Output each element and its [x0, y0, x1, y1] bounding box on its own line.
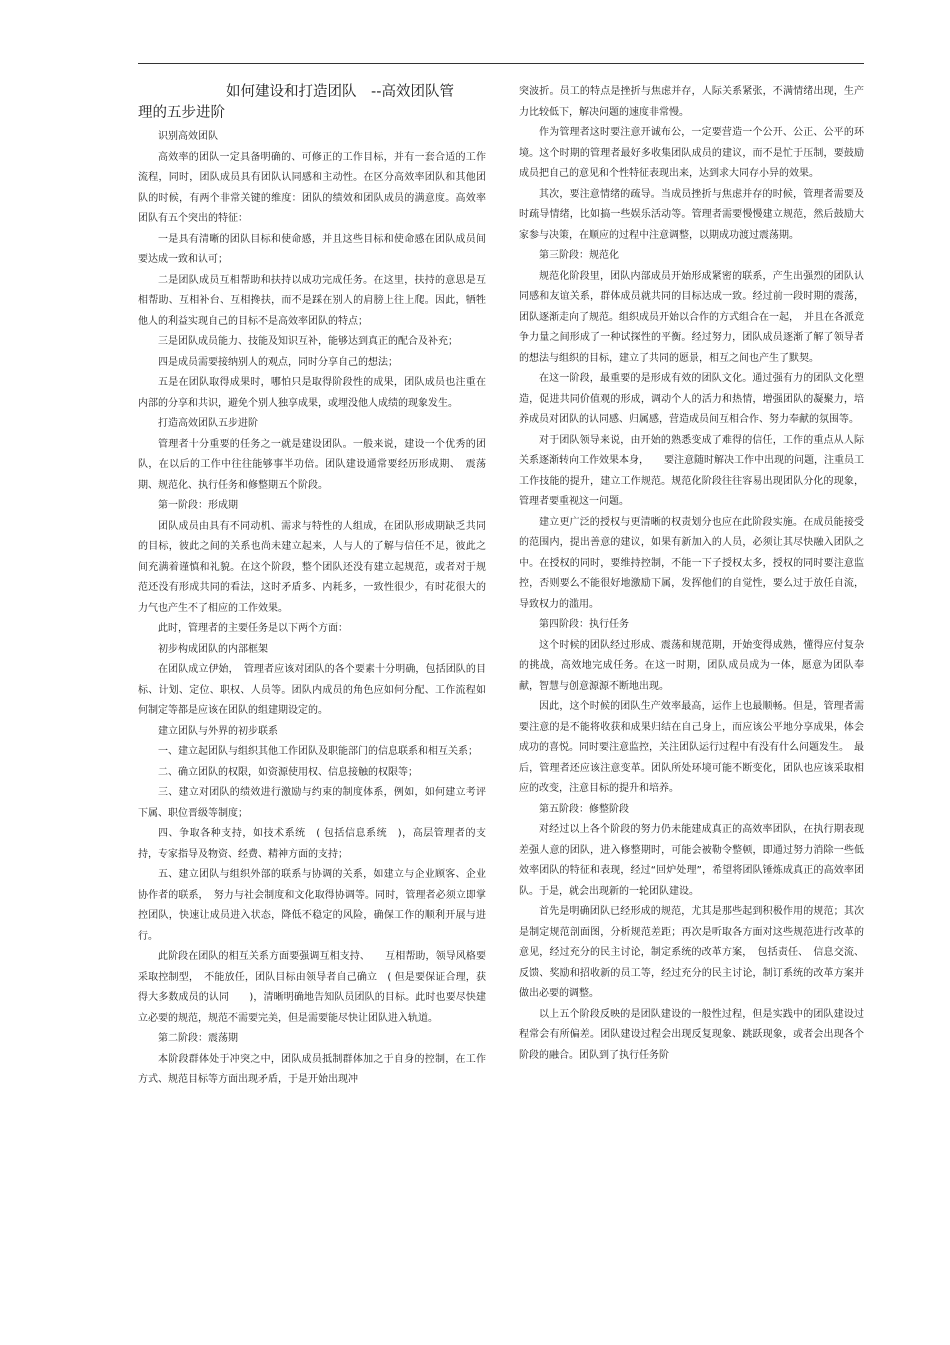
paragraph: 对经过以上各个阶段的努力仍未能建成真正的高效率团队，在执行期表现差强人意的团队，进入修整期时，可能会被勒令整顿，即通过努力消除一些低效率团队的特征和表现，经过“回炉处理”，希望将团队锤炼成真正的高效率团队。于是，就会出现新的一轮团队建设。 — [519, 824, 864, 897]
paragraph: 打造高效团队五步进阶 — [158, 418, 258, 429]
paragraph: 第五阶段：修整阶段 — [539, 803, 629, 815]
paragraph: 四、争取各种支持，如技术系统 ( 包括信息系统 )，高层管理者的支持，专家指导及物资、经费、精神方面的支持； — [138, 828, 486, 860]
paragraph: 第三阶段：规范化 — [539, 250, 619, 261]
paragraph: 在团队成立伊始， 管理者应该对团队的各个要素十分明确，包括团队的目标、计划、定位、职权、人员等。团队内成员的角色应如何分配、工作流程如何制定等都是应该在团队的组建期设定的。 — [138, 664, 486, 716]
paragraph: 五是在团队取得成果时，哪怕只是取得阶段性的成果，团队成员也注重在内部的分享和共识，避免个别人独享成果，或埋没他人成绩的现象发生。 — [138, 377, 486, 409]
paragraph: 因此，这个时候的团队生产效率最高，运作上也最顺畅。但是，管理者需要注意的是不能将收获和成果归结在自己身上，而应该公平地分享成果，体会成功的喜悦。同时要注意监控，关注团队运行过程中有没有什么问题发生。 最后，管理者还应该注意变革。团队所处环境可能不断变化，团队也应该采取相应的改变，注意目标的提升和培养。 — [519, 701, 864, 794]
paragraph: 三、建立对团队的绩效进行激励与约束的制度体系，例如，如何建立考评下属、职位晋级等制度； — [138, 787, 486, 819]
right-column-body — [519, 82, 864, 1066]
header-rule — [138, 63, 864, 64]
paragraph: 三是团队成员能力、技能及知识互补，能够达到真正的配合及补充； — [158, 336, 458, 347]
paragraph: 这个时候的团队经过形成、震荡和规范期，开始变得成熟，懂得应付复杂的挑战，高效地完成任务。在这一时期，团队成员成为一体，愿意为团队奉献，智慧与创意源源不断地出现。 — [519, 639, 864, 692]
paragraph: 本阶段群体处于冲突之中，团队成员抵制群体加之于自身的控制，在工作方式、规范目标等方面出现矛盾，于是开始出现冲 — [138, 1053, 486, 1085]
page-title — [138, 82, 486, 124]
left-column — [138, 82, 486, 1091]
paragraph: 四是成员需要接纳别人的观点，同时分享自己的想法； — [158, 356, 398, 368]
paragraph: 建立更广泛的授权与更清晰的权责划分也应在此阶段实施。在成员能接受的范围内，提出善意的建议，如果有新加入的人员，必须让其尽快融入团队之中。在授权的同时，要维持控制，不能一下子授权太多，授权的同时要注意监控，否则要么不能很好地激励下属，发挥他们的自觉性，要么过于放任自流，导致权力的滥用。 — [519, 516, 864, 610]
paragraph: 高效率的团队一定具备明确的、可修正的工作目标，并有一套合适的工作流程，同时，团队成员具有团队认同感和主动性。在区分高效率团队和其他团队的时候，有两个非常关键的维度：团队的绩效和团队成员的满意度。高效率团队有五个突出的特征： — [138, 151, 486, 224]
paragraph: 规范化阶段里，团队内部成员开始形成紧密的联系，产生出强烈的团队认同感和友谊关系，群体成员就共同的目标达成一致。经过前一段时期的震荡，团队逐渐走向了规范。组织成员开始以合作的方式组合在一起， 并且在各派竞争力量之间形成了一种试探性的平衡。经过努力，团队成员逐渐了解了领导者的想法与组织的目标，建立了共同的愿景，相互之间也产生了默契。 — [519, 270, 864, 364]
paragraph: 管理者十分重要的任务之一就是建设团队。一般来说，建设一个优秀的团队，在以后的工作中往往能够事半功倍。团队建设通常要经历形成期、 震荡期、规范化、执行任务和修整期五个阶段。 — [138, 438, 486, 491]
title-line-1: 如何建设和打造团队 --高效团队管 — [226, 84, 454, 100]
paragraph: 一是具有清晰的团队目标和使命感，并且这些目标和使命感在团队成员间要达成一致和认可； — [138, 233, 486, 265]
paragraph: 第四阶段：执行任务 — [539, 619, 629, 630]
paragraph: 识别高效团队 — [158, 131, 218, 142]
paragraph: 初步构成团队的内部框架 — [158, 643, 268, 655]
paragraph: 首先是明确团队已经形成的规范，尤其是那些起到积极作用的规范；其次是制定规范剖面图，分析规范差距；再次是听取各方面对这些规范进行改革的意见，经过充分的民主讨论，制定系统的改革方案， 包括责任、 信息交流、反馈、奖励和招收新的员工等，经过充分的民主讨论，制订系统的改革方案并做出必要的调整。 — [519, 906, 864, 999]
paragraph: 作为管理者这时要注意开诚布公，一定要营造一个公开、公正、公平的环境。这个时期的管理者最好多收集团队成员的建议，而不是忙于压制，要鼓励成员把自己的意见和个性特征表现出来，达到求大同存小异的效果。 — [519, 127, 864, 179]
paragraph: 在这一阶段，最重要的是形成有效的团队文化。通过强有力的团队文化塑造，促进共同价值观的形成，调动个人的活力和热情，增强团队的凝聚力，培养成员对团队的认同感、归属感，营造成员间互相合作、努力奉献的氛围等。 — [519, 373, 864, 425]
paragraph: 二是团队成员互相帮助和扶持以成功完成任务。在这里，扶持的意思是互相帮助、互相补台、互相搀扶，而不是踩在别人的肩膀上往上爬。因此，牺牲他人的利益实现自己的目标不是高效率团队的特点； — [138, 274, 486, 327]
paragraph: 一、建立起团队与组织其他工作团队及职能部门的信息联系和相互关系； — [158, 746, 478, 757]
paragraph: 五、建立团队与组织外部的联系与协调的关系，如建立与企业顾客、企业协作者的联系， 努力与社会制度和文化取得协调等。同时，管理者必须立即掌控团队，快速让成员进入状态，降低不稳定的风险，确保工作的顺利开展与进行。 — [138, 869, 486, 942]
paragraph: 第一阶段：形成期 — [158, 500, 238, 511]
right-column — [519, 82, 864, 1066]
left-column-body — [138, 127, 486, 1091]
title-line-2: 理的五步进阶 — [138, 105, 225, 121]
paragraph: 第二阶段：震荡期 — [158, 1033, 238, 1044]
paragraph: 对于团队领导来说，由开始的熟悉变成了难得的信任，工作的重点从人际关系逐渐转向工作效果本身， 要注意随时解决工作中出现的问题，注重员工工作技能的提升，建立工作规范。规范化阶段往往容易出现团队分化的现象，管理者要重视这一问题。 — [519, 434, 864, 507]
paragraph: 突波折。员工的特点是挫折与焦虑并存，人际关系紧张，不满情绪出现，生产力比较低下，解决问题的速度非常慢。 — [519, 86, 864, 118]
paragraph: 其次，要注意情绪的疏导。当成员挫折与焦虑并存的时候，管理者需要及时疏导情绪，比如搞一些娱乐活动等。管理者需要慢慢建立规范，然后鼓励大家参与决策，在顺应的过程中注意调整，以期成功渡过震荡期。 — [519, 188, 864, 241]
paragraph: 以上五个阶段反映的是团队建设的一般性过程，但是实践中的团队建设过程常会有所偏差。团队建设过程会出现反复现象、跳跃现象，或者会出现各个阶段的融合。团队到了执行任务阶 — [519, 1008, 864, 1061]
paragraph: 团队成员由具有不同动机、需求与特性的人组成，在团队形成期缺乏共同的目标，彼此之间的关系也尚未建立起来，人与人的了解与信任不足，彼此之间充满着谨慎和礼貌。在这个阶段，整个团队还没有建立起规范，或者对于规范还没有形成共同的看法，这时矛盾多、内耗多，一致性很少，有时花很大的力气也产生不了相应的工作效果。 — [138, 520, 486, 614]
paragraph: 此时，管理者的主要任务是以下两个方面： — [158, 623, 348, 634]
paragraph: 建立团队与外界的初步联系 — [158, 725, 278, 737]
paragraph: 此阶段在团队的相互关系方面要强调互相支持、 互相帮助，领导风格要采取控制型， 不能放任，团队目标由领导者自己确立 ( 但是要保证合理，获得大多数成员的认同 )，清晰明确地告知队员团队的目标。此时也要尽快建立必要的规范，规范不需要完美，但是需要能尽快让团队进入轨道。 — [138, 951, 486, 1024]
paragraph: 二、确立团队的权限，如资源使用权、信息接触的权限等； — [158, 766, 418, 778]
